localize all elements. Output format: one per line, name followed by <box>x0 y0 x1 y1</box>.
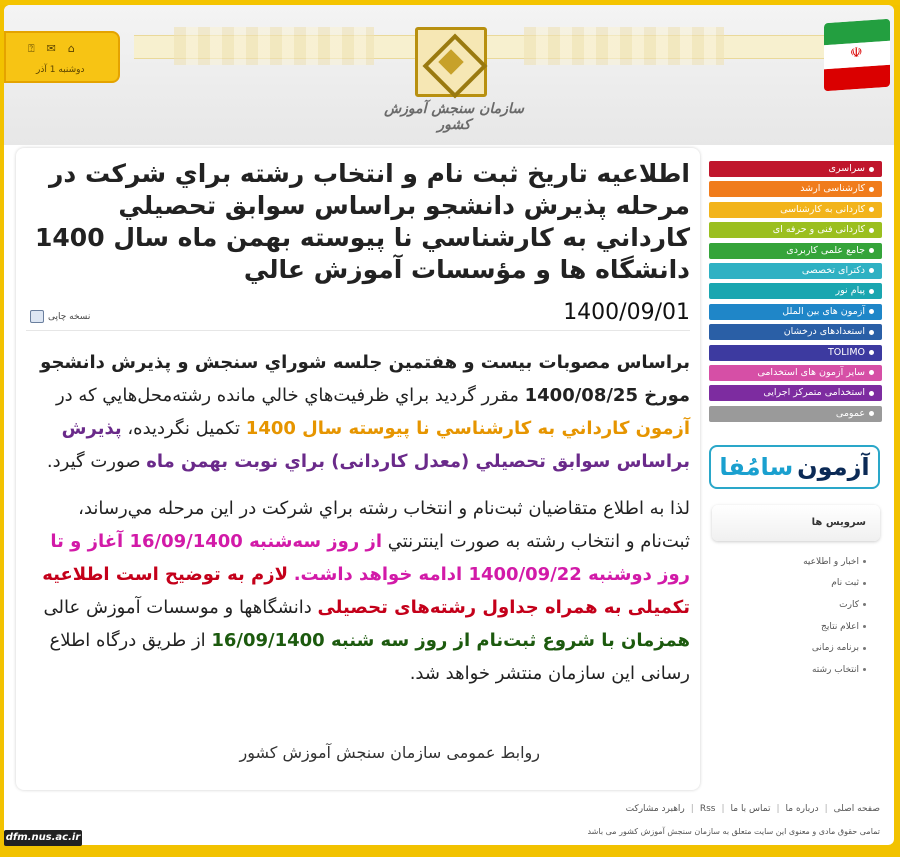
print-label: نسخه چاپی <box>48 311 91 322</box>
article-body <box>26 346 690 690</box>
bullet-icon <box>869 228 874 233</box>
header-ornament-right <box>524 27 724 65</box>
menu-item-label: TOLIMO <box>827 346 865 358</box>
bullet-icon <box>863 647 866 650</box>
bullet-icon <box>869 187 874 192</box>
article-paragraph-2: لذا به اطلاع متقاضيان ثبت‌نام و انتخاب رشته براي شركت در اين مرحله مي‌رساند، ثبت‌نام و انتخاب رشته به صورت اينترنتي از روز سه‌شنبه 16/09/1400 آغاز و تا روز دوشنبه 1400/09/22 ادامه خواهد داشت. لازم به توضيح است اطلاعيه تكميلی به همراه جداول رشته‌های تحصيلی دانشگاهها و موسسات آموزش عالی همزمان با شروع ثبت‌نام از روز سه شنبه 16/09/1400 از طريق درگاه اطلاع رسانی اين سازمان منتشر خواهد شد. <box>42 498 690 684</box>
bullet-icon <box>863 625 866 628</box>
menu-item-label: استعدادهای درخشان <box>783 326 865 338</box>
article-title: اطلاعيه تاريخ ثبت نام و انتخاب رشته براي شركت در مرحله پذيرش دانشجو براساس سوابق تحصيلي كارداني به كارشناسي نا پيوسته بهمن ماه سال 1400 دانشگاه ها و مؤسسات آموزش عالي <box>35 159 690 284</box>
services-title: سرویس ها <box>712 505 880 541</box>
menu-item[interactable] <box>709 324 882 340</box>
article-signature: روابط عمومی سازمان سنجش آموزش كشور <box>239 743 540 762</box>
menu-item-label: سایر آزمون های استخدامی <box>757 366 865 378</box>
menu-item-label: استخدامی متمرکز اجرایی <box>763 387 865 399</box>
menu-item-label: کاردانی فنی و حرفه ای <box>772 224 865 236</box>
page-frame <box>4 5 894 845</box>
menu-item[interactable] <box>709 202 882 218</box>
sanjesh-banner-label: آزمون <box>797 453 870 481</box>
services-item[interactable] <box>712 637 866 659</box>
site-logo[interactable] <box>415 27 487 97</box>
menu-item[interactable] <box>709 222 882 238</box>
article-date: 1400/09/01 <box>563 300 690 325</box>
org-name: سازمان سنجش آموزش کشور <box>384 101 524 133</box>
sanjesh-banner[interactable] <box>709 445 880 489</box>
menu-item[interactable] <box>709 304 882 320</box>
bullet-icon <box>869 411 874 416</box>
menu-item-label: کارشناسی ارشد <box>800 183 865 195</box>
menu-item-label: پیام نور <box>835 285 865 297</box>
bullet-icon <box>869 289 874 294</box>
iran-flag <box>824 19 890 92</box>
help-icon[interactable]: ⍰ <box>28 42 35 55</box>
bullet-icon <box>869 167 874 172</box>
menu-item-label: عمومی <box>835 407 865 419</box>
services-item[interactable] <box>712 616 866 638</box>
footer-link[interactable]: صفحه اصلی <box>833 804 880 814</box>
services-item-label: اعلام نتایج <box>821 621 859 632</box>
site-header <box>4 5 894 145</box>
menu-item-label: سراسری <box>828 163 865 174</box>
header-ornament-left <box>174 27 374 65</box>
menu-item-label: جامع علمی کاربردی <box>786 244 865 256</box>
print-icon <box>30 310 44 323</box>
footer-link[interactable]: Rss <box>699 804 716 814</box>
services-item-label: ثبت نام <box>831 578 859 589</box>
menu-item[interactable] <box>709 263 882 279</box>
article-panel <box>16 148 700 790</box>
print-version-link[interactable] <box>30 310 90 323</box>
bullet-icon <box>869 268 874 273</box>
services-box <box>712 505 880 725</box>
services-item-label: کارت <box>839 599 859 610</box>
footer-copyright: تمامی حقوق مادی و معنوی این سایت متعلق به سازمان سنجش آموزش کشور می باشد <box>587 827 880 836</box>
services-item[interactable] <box>712 551 866 573</box>
bullet-icon <box>869 309 874 314</box>
footer-separator: | <box>690 804 694 814</box>
menu-item[interactable] <box>709 345 882 361</box>
menu-item[interactable] <box>709 365 882 381</box>
bullet-icon <box>869 248 874 253</box>
services-item-label: انتخاب رشته <box>811 664 859 675</box>
services-item[interactable] <box>712 573 866 595</box>
services-list <box>712 551 880 681</box>
footer-separator: | <box>776 804 780 814</box>
watermark: dfm.nus.ac.ir <box>4 830 82 846</box>
exam-menu <box>709 161 882 426</box>
footer-separator: | <box>721 804 725 814</box>
footer-link[interactable]: درباره ما <box>785 804 819 814</box>
article-paragraph-1: براساس مصوبات بيست و هفتمين جلسه شوراي سنجش و پذيرش دانشجو مورخ 1400/08/25 مقرر گرديد براي ظرفيت‌هاي خالي مانده رشته‌محل‌هايي كه در آزمون كارداني به كارشناسي نا پيوسته سال 1400 تكميل نگرديده، پذيرش براساس سوابق تحصيلي (معدل كاردانی) براي نوبت بهمن ماه صورت گيرد. <box>40 352 690 472</box>
services-item[interactable] <box>712 659 866 681</box>
menu-item[interactable] <box>709 243 882 259</box>
bullet-icon <box>863 560 866 563</box>
menu-item[interactable] <box>709 283 882 299</box>
footer-link[interactable]: تماس با ما <box>730 804 771 814</box>
emblem-icon: ☫ <box>850 45 863 62</box>
menu-item[interactable] <box>709 385 882 401</box>
site-footer <box>4 795 894 845</box>
header-tools <box>4 31 120 83</box>
sanjesh-banner-brand: سامُفا <box>719 453 794 481</box>
footer-link[interactable]: راهبرد مشارکت <box>625 804 685 814</box>
menu-item-label: کاردانی به کارشناسی <box>780 203 865 215</box>
bullet-icon <box>863 668 866 671</box>
mail-icon[interactable]: ✉ <box>46 42 56 55</box>
bullet-icon <box>869 370 874 375</box>
menu-item[interactable] <box>709 406 882 422</box>
footer-links <box>626 804 880 814</box>
services-item-label: برنامه زمانی <box>811 643 859 654</box>
bullet-icon <box>869 391 874 396</box>
bullet-icon <box>869 207 874 212</box>
menu-item[interactable] <box>709 161 882 177</box>
home-icon[interactable]: ⌂ <box>67 42 75 55</box>
menu-item-label: آزمون های بین الملل <box>782 305 865 317</box>
menu-item-label: دکترای تخصصی <box>801 264 865 276</box>
bullet-icon <box>869 330 874 335</box>
menu-item[interactable] <box>709 181 882 197</box>
bullet-icon <box>863 603 866 606</box>
bullet-icon <box>863 582 866 585</box>
header-date: دوشنبه 1 آذر <box>36 65 85 75</box>
services-item[interactable] <box>712 594 866 616</box>
footer-separator: | <box>824 804 828 814</box>
bullet-icon <box>869 350 874 355</box>
services-item-label: اخبار و اطلاعیه <box>803 556 859 567</box>
title-divider <box>26 330 690 331</box>
